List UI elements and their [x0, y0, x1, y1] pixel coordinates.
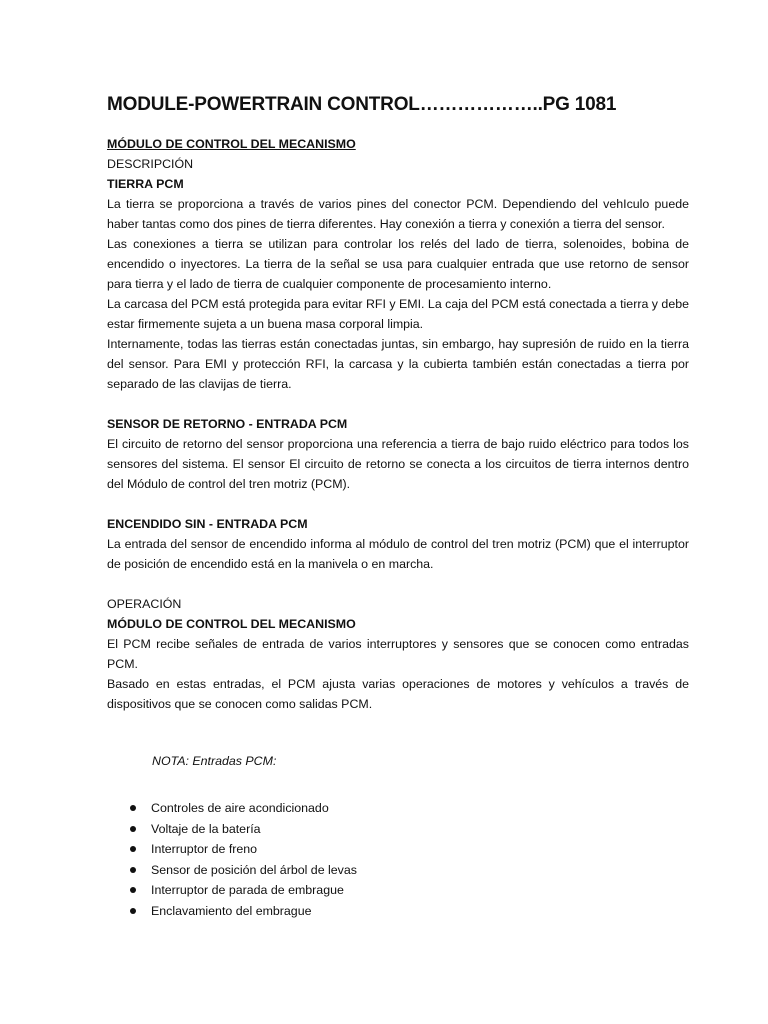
- list-item: [130, 901, 689, 922]
- page-title: MODULE-POWERTRAIN CONTROL………………..PG 1081: [107, 94, 617, 115]
- list-item: [130, 880, 689, 901]
- section-heading-encendido: ENCENDIDO SIN - ENTRADA PCM: [107, 517, 308, 531]
- list-item: [130, 860, 689, 881]
- list-item-text: Sensor de posición del árbol de levas: [151, 862, 357, 877]
- subheading-modulo-operacion: MÓDULO DE CONTROL DEL MECANISMO: [107, 617, 356, 631]
- list-item-text: Enclavamiento del embrague: [151, 903, 312, 918]
- list-item: [130, 798, 689, 819]
- list-item: [130, 819, 689, 840]
- bullet-icon: [130, 887, 136, 893]
- list-item-text: Interruptor de parada de embrague: [151, 883, 344, 897]
- spacer: [107, 574, 689, 594]
- bullet-icon: [130, 908, 136, 914]
- paragraph: Internamente, todas las tierras están conectadas juntas, sin embargo, hay supresión de ruido en la tierra del sensor. Para EMI y protección RFI, la carcasa y la cubierta también están conectadas a tierra por separado de las clavijas de tierra.: [107, 337, 689, 391]
- list-item: [130, 839, 689, 860]
- section-heading-operacion: OPERACIÓN: [107, 597, 182, 611]
- note-entradas-pcm: NOTA: Entradas PCM:: [152, 754, 277, 768]
- paragraph: Las conexiones a tierra se utilizan para controlar los relés del lado de tierra, solenoides, bobina de encendido o inyectores. La tierra de la señal se usa para cualquier entrada que use retorno de sensor para tierra y el lado de tierra de cualquier componente de procesamiento interno.: [107, 237, 689, 291]
- spacer: [107, 714, 689, 751]
- section-heading-modulo: MÓDULO DE CONTROL DEL MECANISMO: [107, 137, 356, 151]
- bullet-icon: [130, 826, 136, 832]
- paragraph: La tierra se proporciona a través de varios pines del conector PCM. Dependiendo del vehIculo puede haber tantas como dos pines de tierra diferentes. Hay conexión a tierra y conexión a tierra del sensor.: [107, 197, 689, 231]
- subheading-tierra-pcm: TIERRA PCM: [107, 177, 184, 191]
- subheading-descripcion: DESCRIPCIÓN: [107, 157, 194, 171]
- inputs-list: [107, 798, 689, 921]
- document-page: [107, 92, 689, 921]
- bullet-icon: [130, 846, 136, 852]
- spacer: [107, 394, 689, 414]
- spacer: [107, 494, 689, 514]
- spacer: [107, 771, 689, 798]
- section-heading-sensor-retorno: SENSOR DE RETORNO - ENTRADA PCM: [107, 417, 348, 431]
- paragraph: Basado en estas entradas, el PCM ajusta varias operaciones de motores y vehículos a través de dispositivos que se conocen como salidas PCM.: [107, 677, 689, 711]
- list-item-text: Controles de aire acondicionado: [151, 801, 329, 815]
- bullet-icon: [130, 805, 136, 811]
- document-body: [107, 134, 689, 921]
- paragraph: El PCM recibe señales de entrada de varios interruptores y sensores que se conocen como entradas PCM.: [107, 637, 689, 671]
- list-item-text: Voltaje de la batería: [151, 821, 261, 836]
- bullet-icon: [130, 867, 136, 873]
- list-item-text: Interruptor de freno: [151, 842, 258, 856]
- paragraph: El circuito de retorno del sensor proporciona una referencia a tierra de bajo ruido eléctrico para todos los sensores del sistema. El sensor El circuito de retorno se conecta a los circuitos de tierra internos dentro del Módulo de control del tren motriz (PCM).: [107, 437, 689, 491]
- paragraph: La carcasa del PCM está protegida para evitar RFI y EMI. La caja del PCM está conectada a tierra y debe estar firmemente sujeta a un buena masa corporal limpia.: [107, 297, 689, 331]
- paragraph: La entrada del sensor de encendido informa al módulo de control del tren motriz (PCM) que el interruptor de posición de encendido está en la manivela o en marcha.: [107, 537, 689, 571]
